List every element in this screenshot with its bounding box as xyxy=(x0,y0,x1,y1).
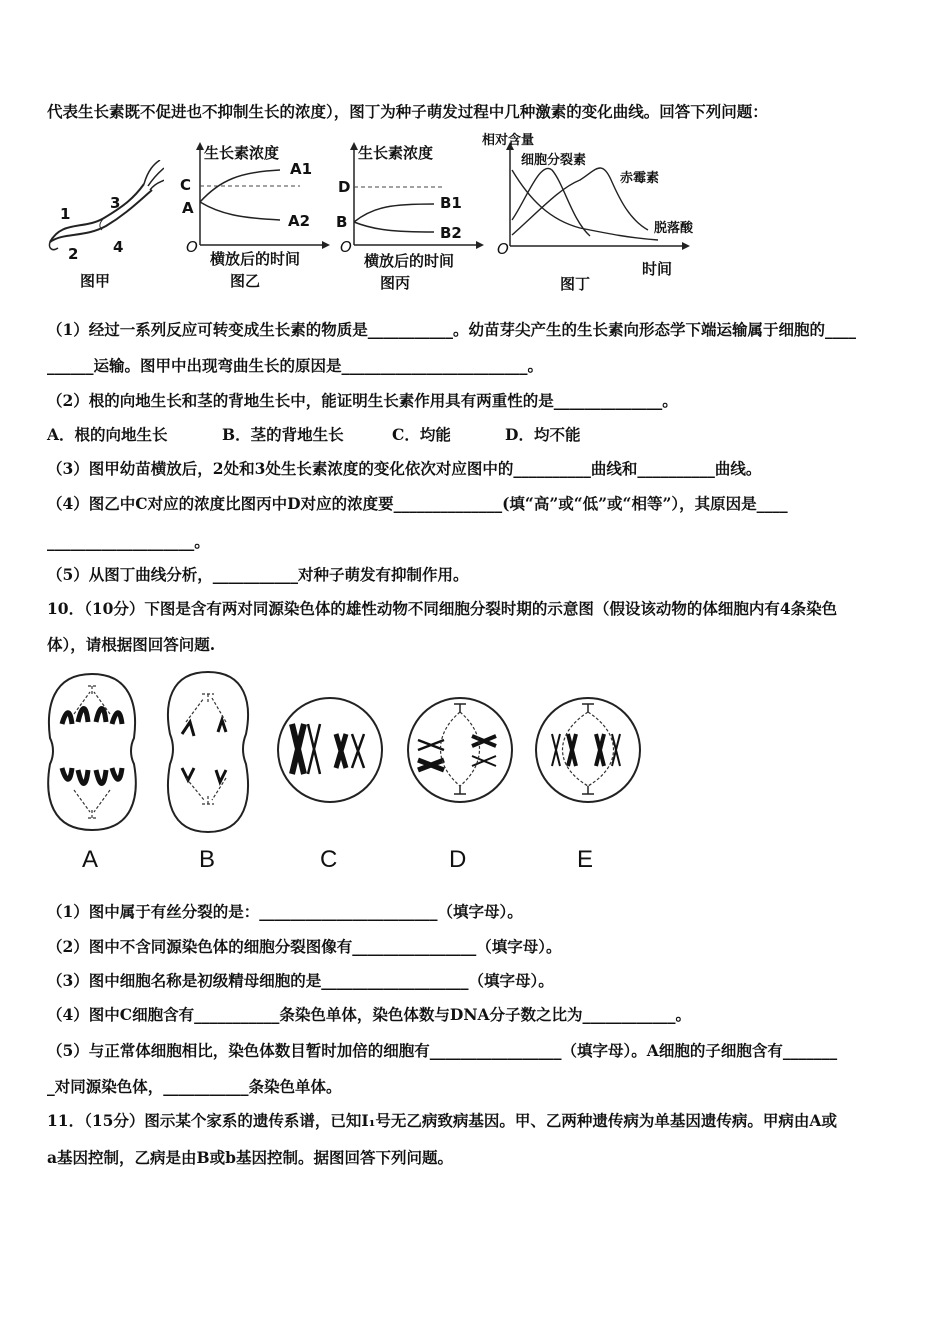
yi-label-a2: A2 xyxy=(288,212,311,230)
bing-xlabel: 横放后的时间 xyxy=(364,252,455,270)
cell-label-d: D xyxy=(449,846,467,873)
cell-b-figure xyxy=(160,668,256,836)
yi-label-a: A xyxy=(182,199,194,217)
q9-line-4: （3）图甲幼苗横放后，2处和3处生长素浓度的变化依次对应图中的__________曲线和__________曲线。 xyxy=(47,459,762,478)
ding-curve-gibberellin: 赤霉素 xyxy=(620,171,660,186)
q9-option-c: C．均能 xyxy=(392,425,451,444)
bing-ylabel: 生长素浓度 xyxy=(358,144,434,162)
q11-line-1: 11．（15分）图示某个家系的遗传系谱，已知Ⅰ₁号无乙病致病基因。甲、乙两种遗传病为单基因遗传病。甲病由A或 xyxy=(47,1111,837,1130)
q10-line-6: _对同源染色体，___________条染色单体。 xyxy=(47,1077,342,1096)
jia-label-1: 1 xyxy=(60,205,71,223)
yi-ylabel: 生长素浓度 xyxy=(204,144,280,162)
ding-curve-aba: 脱落酸 xyxy=(654,221,694,236)
cell-a-figure xyxy=(44,668,140,836)
cell-label-e: E xyxy=(577,846,594,873)
cell-e-figure xyxy=(532,694,644,806)
yi-caption: 图乙 xyxy=(230,272,261,290)
jia-label-4: 4 xyxy=(113,238,124,256)
yi-label-a1: A1 xyxy=(290,160,313,178)
q9-line-6: ___________________。 xyxy=(47,532,210,551)
ding-ylabel: 相对含量 xyxy=(482,133,535,148)
jia-label-2: 2 xyxy=(68,245,79,263)
ding-caption: 图丁 xyxy=(560,275,591,293)
q9-line-1: （1）经过一系列反应可转变成生长素的物质是___________。幼苗芽尖产生的生长素向形态学下端运输属于细胞的____ xyxy=(47,320,857,339)
jia-caption: 图甲 xyxy=(80,272,111,290)
ding-origin: O xyxy=(497,240,509,258)
yi-label-c: C xyxy=(180,176,192,194)
jia-label-3: 3 xyxy=(110,194,121,212)
q10-heading-2: 体），请根据图回答问题. xyxy=(47,635,216,654)
bing-label-d: D xyxy=(338,178,351,196)
yi-origin: O xyxy=(186,238,198,256)
bing-label-b2: B2 xyxy=(440,224,462,242)
cell-c-figure xyxy=(274,694,386,806)
q10-line-4: （4）图中C细胞含有___________条染色单体，染色体数与DNA分子数之比为____________。 xyxy=(47,1005,692,1024)
q10-line-5: （5）与正常体细胞相比，染色体数目暂时加倍的细胞有_________________（填字母）。A细胞的子细胞含有_______ xyxy=(47,1041,838,1060)
q10-line-1: （1）图中属于有丝分裂的是：_______________________（填字母）。 xyxy=(47,902,523,921)
cell-label-a: A xyxy=(82,846,99,873)
bing-label-b: B xyxy=(336,213,348,231)
q9-line-2: ______运输。图甲中出现弯曲生长的原因是________________________。 xyxy=(47,356,544,375)
yi-xlabel: 横放后的时间 xyxy=(210,250,301,268)
ding-xlabel: 时间 xyxy=(642,260,673,278)
cell-label-b: B xyxy=(199,846,216,873)
bing-label-b1: B1 xyxy=(440,194,462,212)
figure-ding-graph xyxy=(490,140,690,260)
q10-heading-1: 10．（10分）下图是含有两对同源染色体的雄性动物不同细胞分裂时期的示意图（假设该动物的体细胞内有4条染色 xyxy=(47,599,838,618)
bing-caption: 图丙 xyxy=(380,274,411,292)
ding-curve-cytokinin: 细胞分裂素 xyxy=(521,153,587,168)
q9-line-5: （4）图乙中C对应的浓度比图丙中D对应的浓度要______________(填“高”或“低”或“相等”），其原因是____ xyxy=(47,494,788,513)
q10-line-2: （2）图中不含同源染色体的细胞分裂图像有________________（填字母）。 xyxy=(47,937,562,956)
cell-d-figure xyxy=(404,694,516,806)
intro-text: 代表生长素既不促进也不抑制生长的浓度），图丁为种子萌发过程中几种激素的变化曲线。回答下列问题： xyxy=(47,102,768,121)
q9-option-d: D．均不能 xyxy=(505,425,581,444)
q11-line-2: a基因控制，乙病是由B或b基因控制。据图回答下列问题。 xyxy=(47,1148,453,1167)
cell-label-c: C xyxy=(320,846,338,873)
bing-origin: O xyxy=(340,238,352,256)
q10-line-3: （3）图中细胞名称是初级精母细胞的是___________________（填字母）。 xyxy=(47,971,554,990)
q9-line-7: （5）从图丁曲线分析，___________对种子萌发有抑制作用。 xyxy=(47,565,469,584)
q9-option-a: A．根的向地生长 xyxy=(47,425,168,444)
q9-option-b: B．茎的背地生长 xyxy=(222,425,344,444)
q9-line-3: （2）根的向地生长和茎的背地生长中，能证明生长素作用具有两重性的是______________。 xyxy=(47,391,678,410)
